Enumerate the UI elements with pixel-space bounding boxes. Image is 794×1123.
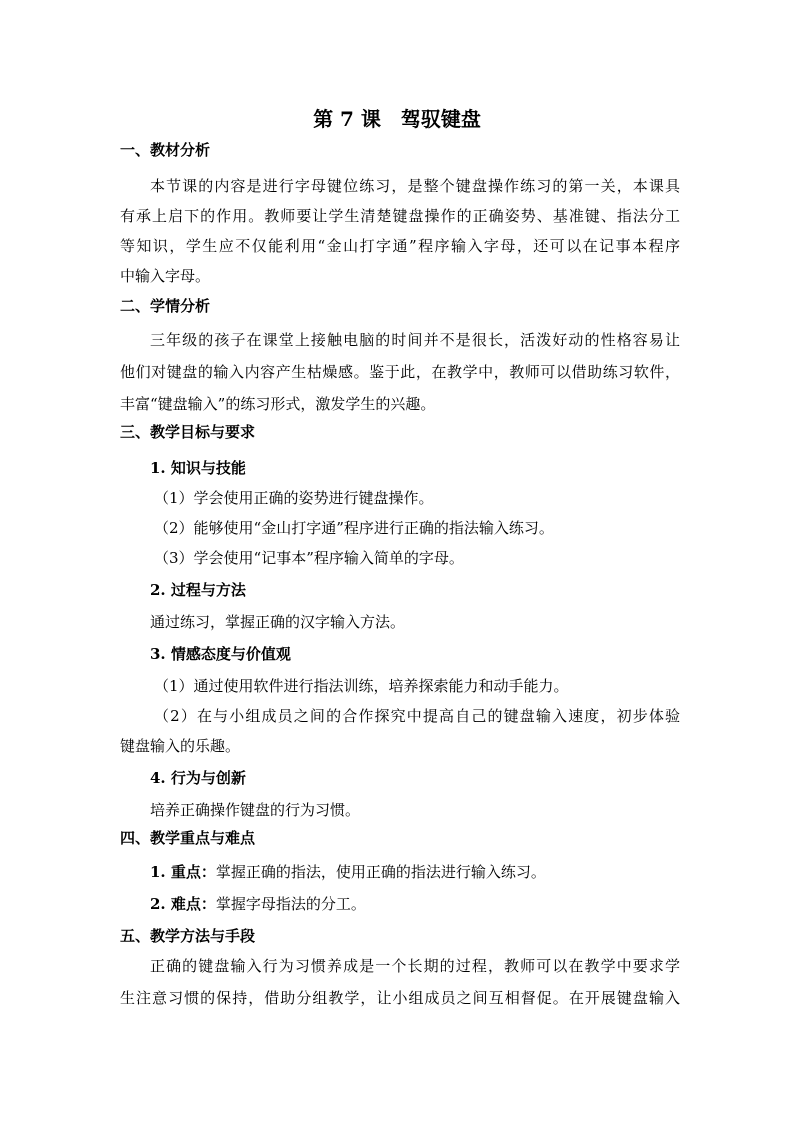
paragraph-line: 正确的键盘输入行为习惯养成是一个长期的过程，教师可以在教学中要求学 [150, 957, 680, 975]
key-point-label: 1. 重点： [150, 863, 216, 881]
paragraph-line: 等知识，学生应不仅能利用“金山打字通”程序输入字母，还可以在记事本程序 [120, 237, 680, 255]
subheading-attitude-values: 3. 情感态度与价值观 [150, 645, 291, 663]
list-item: （3）学会使用“记事本”程序输入简单的字母。 [154, 549, 464, 567]
difficulty-text: 掌握字母指法的分工。 [215, 895, 366, 913]
section-heading-teaching-goals: 三、教学目标与要求 [120, 423, 256, 441]
section-heading-textbook-analysis: 一、教材分析 [120, 141, 211, 159]
list-item-continuation: 键盘输入的乐趣。 [120, 737, 241, 755]
subheading-knowledge-skills: 1. 知识与技能 [150, 459, 246, 477]
paragraph-line: 丰富“键盘输入”的练习形式，激发学生的兴趣。 [120, 395, 436, 413]
difficulty-label: 2. 难点： [150, 895, 216, 913]
page-title: 第 7 课 驾驭键盘 [313, 107, 481, 131]
section-heading-key-points: 四、教学重点与难点 [120, 829, 256, 847]
list-item: （1）学会使用正确的姿势进行键盘操作。 [154, 489, 434, 507]
paragraph-line: 有承上启下的作用。教师要让学生清楚键盘操作的正确姿势、基准键、指法分工 [120, 207, 680, 225]
paragraph-line: 三年级的孩子在课堂上接触电脑的时间并不是很长，活泼好动的性格容易让 [150, 331, 680, 349]
key-point-text: 掌握正确的指法，使用正确的指法进行输入练习。 [215, 863, 546, 881]
difficulty-item [150, 894, 680, 914]
subheading-behavior-innovation: 4. 行为与创新 [150, 769, 246, 787]
paragraph-line: 通过练习，掌握正确的汉字输入方法。 [150, 613, 406, 631]
paragraph-line: 他们对键盘的输入内容产生枯燥感。鉴于此，在教学中，教师可以借助练习软件， [120, 363, 680, 381]
list-item: （2）能够使用“金山打字通”程序进行正确的指法输入练习。 [154, 519, 554, 537]
section-heading-student-analysis: 二、学情分析 [120, 297, 211, 315]
subheading-process-method: 2. 过程与方法 [150, 581, 246, 599]
paragraph-line: 中输入字母。 [120, 267, 211, 285]
paragraph-line: 生注意习惯的保持，借助分组教学，让小组成员之间互相督促。在开展键盘输入 [120, 989, 680, 1007]
key-point-item [150, 862, 680, 882]
section-heading-teaching-methods: 五、教学方法与手段 [120, 927, 256, 945]
list-item: （2）在与小组成员之间的合作探究中提高自己的键盘输入速度，初步体验 [154, 707, 680, 725]
paragraph-line: 培养正确操作键盘的行为习惯。 [150, 801, 361, 819]
paragraph-line: 本节课的内容是进行字母键位练习，是整个键盘操作练习的第一关，本课具 [150, 177, 680, 195]
list-item: （1）通过使用软件进行指法训练，培养探索能力和动手能力。 [154, 677, 569, 695]
